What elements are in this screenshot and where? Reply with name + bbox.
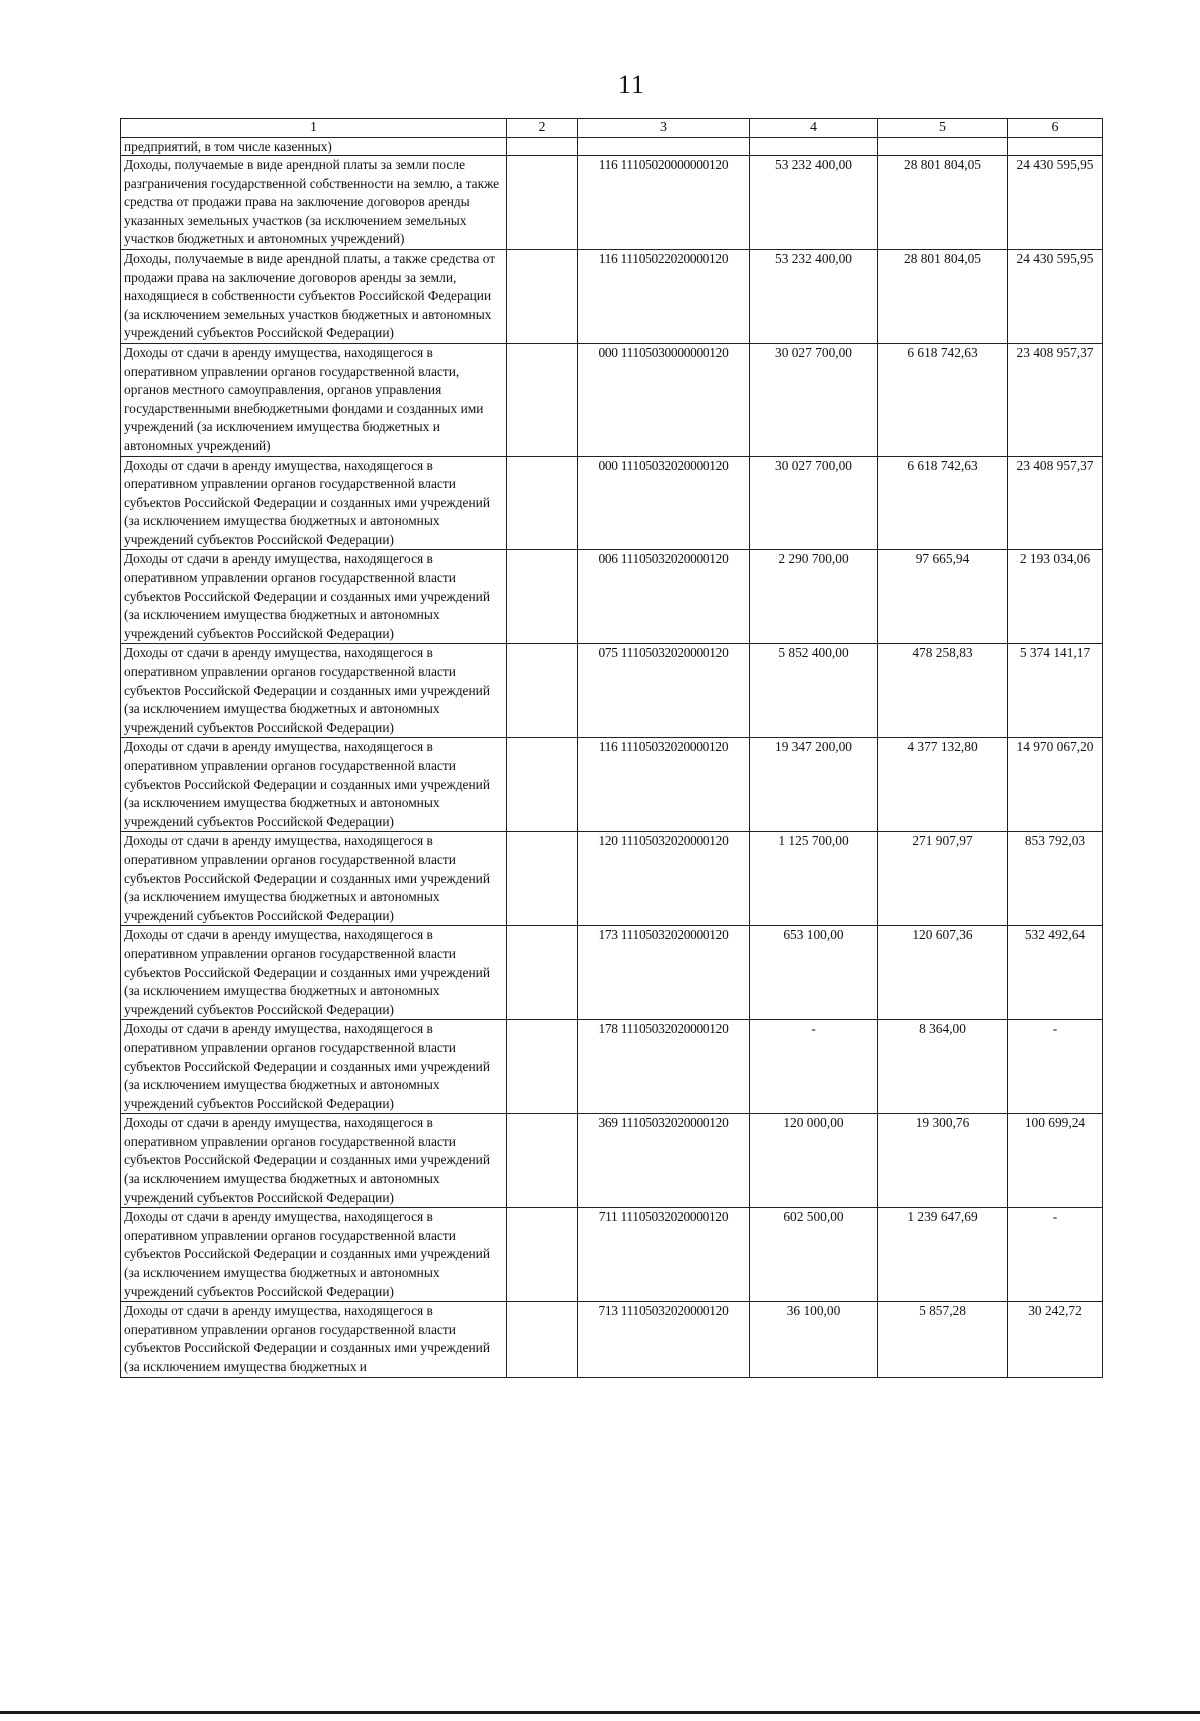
row-col2 — [507, 456, 578, 550]
row-description: Доходы от сдачи в аренду имущества, находящегося в оперативном управлении органов государственной власти субъектов Российской Федерации и созданных ими учреждений (за исключением имущества бюджетных и автономных учреждений субъектов Российской Федерации) — [121, 456, 507, 550]
column-header: 4 — [750, 119, 878, 138]
row-code: 178 11105032020000120 — [578, 1020, 750, 1114]
row-executed: 1 239 647,69 — [878, 1208, 1008, 1302]
row-code: 116 11105020000000120 — [578, 156, 750, 250]
row-remaining: 532 492,64 — [1008, 926, 1103, 1020]
row-code: 711 11105032020000120 — [578, 1208, 750, 1302]
row-col2 — [507, 644, 578, 738]
row-col2 — [507, 343, 578, 456]
row-plan: 602 500,00 — [750, 1208, 878, 1302]
row-code: 713 11105032020000120 — [578, 1302, 750, 1377]
row-remaining: 30 242,72 — [1008, 1302, 1103, 1377]
column-header: 6 — [1008, 119, 1103, 138]
row-code: 120 11105032020000120 — [578, 832, 750, 926]
row-description: Доходы от сдачи в аренду имущества, находящегося в оперативном управлении органов государственной власти субъектов Российской Федерации и созданных ими учреждений (за исключением имущества бюджетных и — [121, 1302, 507, 1377]
row-description: Доходы от сдачи в аренду имущества, находящегося в оперативном управлении органов государственной власти субъектов Российской Федерации и созданных ими учреждений (за исключением имущества бюджетных и автономных учреждений субъектов Российской Федерации) — [121, 1020, 507, 1114]
row-code: 000 11105032020000120 — [578, 456, 750, 550]
row-executed: 5 857,28 — [878, 1302, 1008, 1377]
row-executed: 6 618 742,63 — [878, 343, 1008, 456]
row-col2 — [507, 156, 578, 250]
row-code: 116 11105022020000120 — [578, 249, 750, 343]
row-plan: 36 100,00 — [750, 1302, 878, 1377]
row-plan: 2 290 700,00 — [750, 550, 878, 644]
row-plan: 120 000,00 — [750, 1114, 878, 1208]
row-col2 — [507, 738, 578, 832]
row-col2 — [507, 1020, 578, 1114]
row-description: Доходы, получаемые в виде арендной платы, а также средства от продажи права на заключение договоров аренды за земли, находящиеся в собственности субъектов Российской Федерации (за исключением земельных участков бюджетных и автономных учреждений субъектов Российской Федерации) — [121, 249, 507, 343]
row-plan: 53 232 400,00 — [750, 249, 878, 343]
row-executed: 97 665,94 — [878, 550, 1008, 644]
row-plan: - — [750, 1020, 878, 1114]
row-plan: 30 027 700,00 — [750, 456, 878, 550]
row-remaining: 14 970 067,20 — [1008, 738, 1103, 832]
row-plan: 653 100,00 — [750, 926, 878, 1020]
row-col2 — [507, 1208, 578, 1302]
row-col2 — [507, 926, 578, 1020]
row-code: 000 11105030000000120 — [578, 343, 750, 456]
row-remaining: 5 374 141,17 — [1008, 644, 1103, 738]
row-remaining: 24 430 595,95 — [1008, 249, 1103, 343]
row-remaining: 853 792,03 — [1008, 832, 1103, 926]
column-header: 2 — [507, 119, 578, 138]
table-row — [121, 550, 1103, 644]
row-cell — [1008, 138, 1103, 156]
row-col2 — [507, 550, 578, 644]
column-header: 1 — [121, 119, 507, 138]
row-plan: 19 347 200,00 — [750, 738, 878, 832]
table-row — [121, 1020, 1103, 1114]
table-row — [121, 1208, 1103, 1302]
row-code: 369 11105032020000120 — [578, 1114, 750, 1208]
row-plan: 1 125 700,00 — [750, 832, 878, 926]
row-code: 006 11105032020000120 — [578, 550, 750, 644]
row-executed: 8 364,00 — [878, 1020, 1008, 1114]
row-code: 116 11105032020000120 — [578, 738, 750, 832]
row-description: Доходы, получаемые в виде арендной платы за земли после разграничения государственной собственности на землю, а также средства от продажи права на заключение договоров аренды указанных земельных участков (за исключением земельных участков бюджетных и автономных учреждений) — [121, 156, 507, 250]
row-code: 075 11105032020000120 — [578, 644, 750, 738]
table-row — [121, 1114, 1103, 1208]
table-row — [121, 832, 1103, 926]
table-row — [121, 1302, 1103, 1377]
row-remaining: 100 699,24 — [1008, 1114, 1103, 1208]
row-executed: 120 607,36 — [878, 926, 1008, 1020]
row-executed: 28 801 804,05 — [878, 156, 1008, 250]
row-remaining: - — [1008, 1208, 1103, 1302]
row-cell — [578, 138, 750, 156]
row-cell — [507, 138, 578, 156]
continuation-row — [121, 138, 1103, 156]
row-code: 173 11105032020000120 — [578, 926, 750, 1020]
table-row — [121, 456, 1103, 550]
row-col2 — [507, 832, 578, 926]
column-header: 3 — [578, 119, 750, 138]
row-description: Доходы от сдачи в аренду имущества, находящегося в оперативном управлении органов государственной власти субъектов Российской Федерации и созданных ими учреждений (за исключением имущества бюджетных и автономных учреждений субъектов Российской Федерации) — [121, 832, 507, 926]
table-row — [121, 156, 1103, 250]
row-remaining: 23 408 957,37 — [1008, 343, 1103, 456]
row-executed: 271 907,97 — [878, 832, 1008, 926]
row-remaining: - — [1008, 1020, 1103, 1114]
row-plan: 53 232 400,00 — [750, 156, 878, 250]
row-description: Доходы от сдачи в аренду имущества, находящегося в оперативном управлении органов государственной власти субъектов Российской Федерации и созданных ими учреждений (за исключением имущества бюджетных и автономных учреждений субъектов Российской Федерации) — [121, 644, 507, 738]
row-executed: 28 801 804,05 — [878, 249, 1008, 343]
header-row — [121, 119, 1103, 138]
table-row — [121, 249, 1103, 343]
row-plan: 30 027 700,00 — [750, 343, 878, 456]
revenue-table — [120, 118, 1103, 1378]
row-description: Доходы от сдачи в аренду имущества, находящегося в оперативном управлении органов государственной власти субъектов Российской Федерации и созданных ими учреждений (за исключением имущества бюджетных и автономных учреждений субъектов Российской Федерации) — [121, 550, 507, 644]
table-row — [121, 738, 1103, 832]
row-description: Доходы от сдачи в аренду имущества, находящегося в оперативном управлении органов государственной власти субъектов Российской Федерации и созданных ими учреждений (за исключением имущества бюджетных и автономных учреждений субъектов Российской Федерации) — [121, 738, 507, 832]
row-remaining: 24 430 595,95 — [1008, 156, 1103, 250]
row-remaining: 23 408 957,37 — [1008, 456, 1103, 550]
row-description: Доходы от сдачи в аренду имущества, находящегося в оперативном управлении органов государственной власти, органов местного самоуправления, органов управления государственными внебюджетными фондами и созданных ими учреждений (за исключением имущества бюджетных и автономных учреждений) — [121, 343, 507, 456]
page-bottom-edge — [0, 1711, 1200, 1714]
table-row — [121, 644, 1103, 738]
row-description: Доходы от сдачи в аренду имущества, находящегося в оперативном управлении органов государственной власти субъектов Российской Федерации и созданных ими учреждений (за исключением имущества бюджетных и автономных учреждений субъектов Российской Федерации) — [121, 1114, 507, 1208]
row-description: Доходы от сдачи в аренду имущества, находящегося в оперативном управлении органов государственной власти субъектов Российской Федерации и созданных ими учреждений (за исключением имущества бюджетных и автономных учреждений субъектов Российской Федерации) — [121, 926, 507, 1020]
row-remaining: 2 193 034,06 — [1008, 550, 1103, 644]
row-executed: 4 377 132,80 — [878, 738, 1008, 832]
table-row — [121, 343, 1103, 456]
row-cell — [750, 138, 878, 156]
row-plan: 5 852 400,00 — [750, 644, 878, 738]
table-row — [121, 926, 1103, 1020]
row-cell — [878, 138, 1008, 156]
row-col2 — [507, 1302, 578, 1377]
column-header: 5 — [878, 119, 1008, 138]
row-description: Доходы от сдачи в аренду имущества, находящегося в оперативном управлении органов государственной власти субъектов Российской Федерации и созданных ими учреждений (за исключением имущества бюджетных и автономных учреждений субъектов Российской Федерации) — [121, 1208, 507, 1302]
row-executed: 478 258,83 — [878, 644, 1008, 738]
row-description: предприятий, в том числе казенных) — [121, 138, 507, 156]
row-executed: 19 300,76 — [878, 1114, 1008, 1208]
page-number: 11 — [617, 70, 646, 99]
row-executed: 6 618 742,63 — [878, 456, 1008, 550]
row-col2 — [507, 1114, 578, 1208]
row-col2 — [507, 249, 578, 343]
